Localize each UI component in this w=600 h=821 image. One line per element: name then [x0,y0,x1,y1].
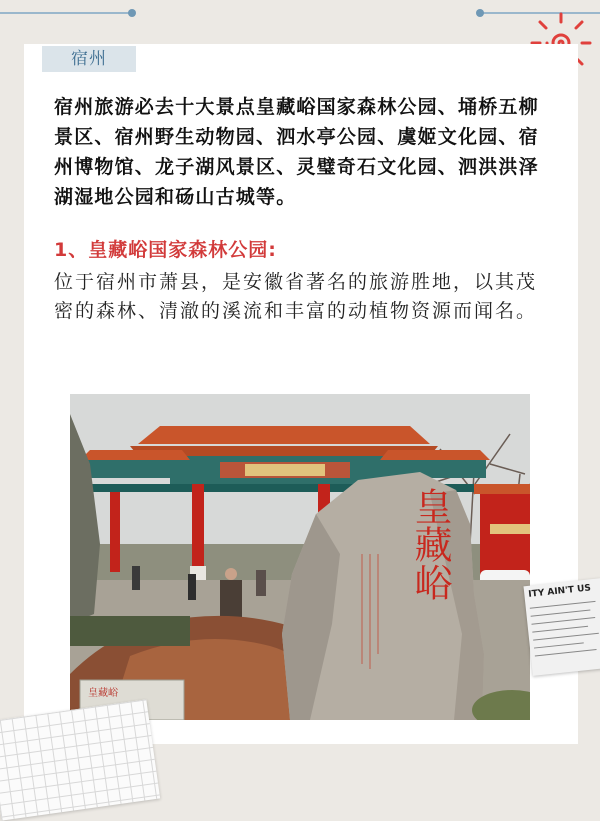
section-body: 位于宿州市萧县，是安徽省著名的旅游胜地，以其茂密的森林、清澈的溪流和丰富的动植物资源而闻名。 [54,271,538,322]
city-tag: 宿州 [42,46,136,72]
stone-inscription: 皇藏峪 [408,487,452,601]
scenic-photo [70,394,530,720]
top-right-divider-dot [476,9,484,17]
newspaper-scrap-decoration [524,578,600,676]
grid-paper-decoration [0,699,160,820]
top-left-divider-line [0,12,132,14]
top-left-divider-dot [128,9,136,17]
intro-paragraph: 宿州旅游必去十大景点皇藏峪国家森林公园、埇桥五柳景区、宿州野生动物园、泗水亭公园、虞姬文化园、宿州博物馆、龙子湖风景区、灵璧奇石文化园、泗洪洪泽湖湿地公园和砀山古城等。 [54,96,539,208]
sign-text: 皇藏峪 [88,688,118,699]
section-title: 1、皇藏峪国家森林公园: [54,239,277,261]
newspaper-headline: ITY AIN'T US [527,583,592,600]
